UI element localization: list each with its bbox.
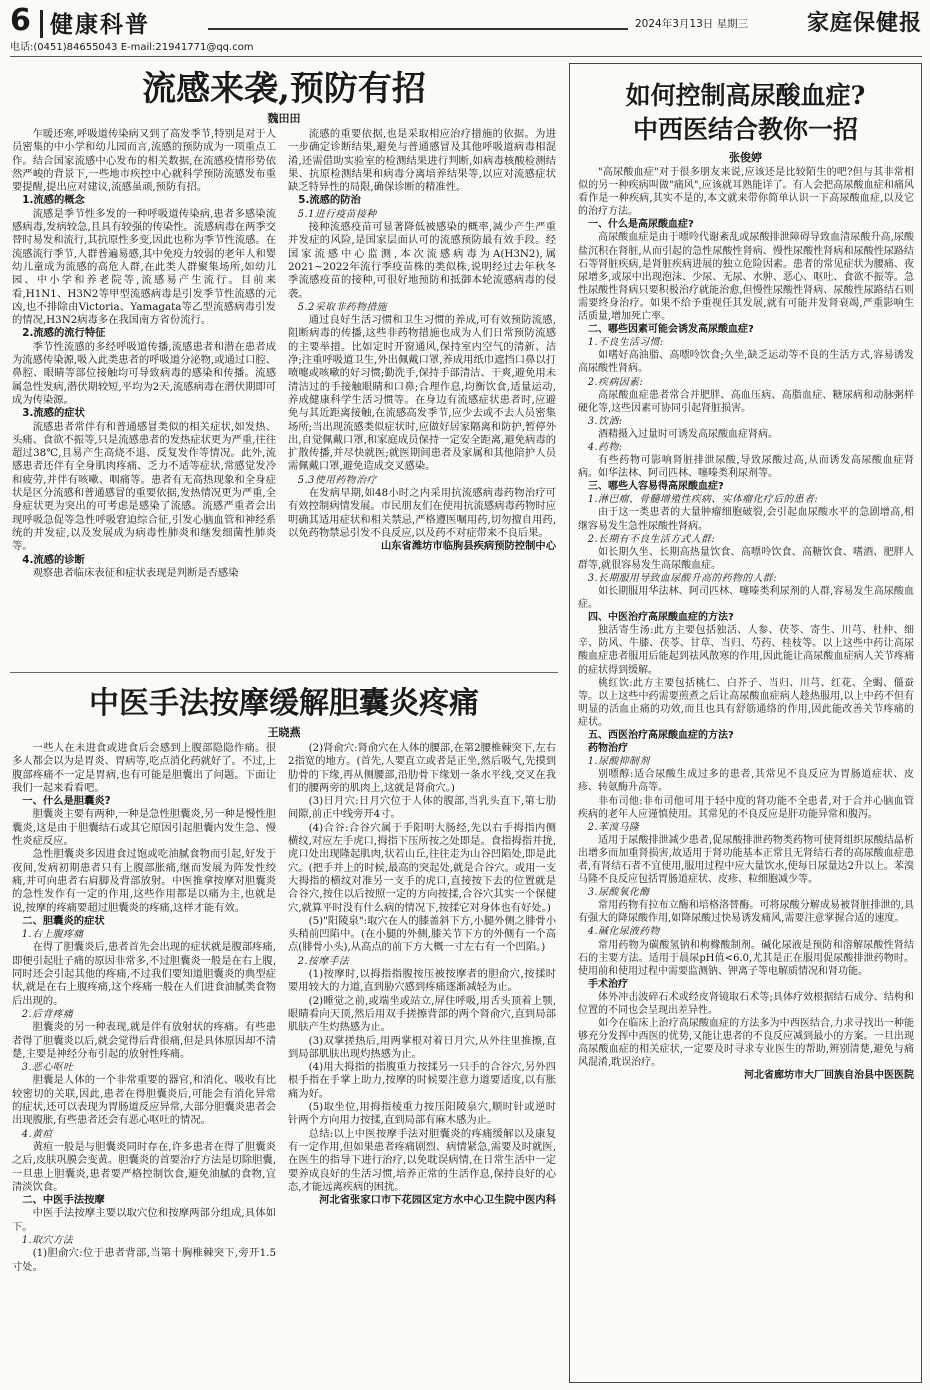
subheading: 3.流感的症状 — [22, 407, 85, 420]
article1-author: 魏田田 — [267, 112, 301, 125]
paragraph: 如长期久坐、长期高热量饮食、高嘌呤饮食、高糖饮食、嗜酒、肥胖人群等,就很容易发生高尿酸血症。 — [578, 546, 914, 571]
paragraph: 黄疸一般是与胆囊炎同时存在,许多患者在得了胆囊炎之后,皮肤巩膜会变黄。胆囊炎的首要治疗方法是切除胆囊,一旦患上胆囊炎,患者要严格控制饮食,避免油腻的食物,宜清淡饮食。 — [12, 1140, 276, 1193]
paragraph: 高尿酸血症患者常合并肥胖、高血压病、高脂血症、糖尿病和动脉粥样硬化等,这些因素可协同引起肾脏损害。 — [578, 389, 914, 414]
paragraph: 流感是季节性多发的一种呼吸道传染病,患者多感染流感病毒,发病较急,且具有较强的传染性。流感病毒在两季交替时易发和流行,其抗原性多变,因此也称为季节性流感。在流感流行季节,人群普遍易感,其中免疫力较弱的老年人和婴幼儿童成为流感的高危人群,在此类人群聚集场所,如幼儿园、中小学和养老院等,流感易产生流行。目前来看,H1N1、H3N2等甲型流感病毒是引发季节性流感的元凶,也不排除由Victoria、Yamagata等乙型流感病毒引发的情况,H3N2病毒多在我国南方省份流行。 — [12, 207, 276, 327]
paragraph: 适用于尿酸排泄减少患者,促尿酸排泄药物类药物可使肾组织尿酸结晶析出增多而加重肾损害,故适用于肾功能基本正常且无肾结石者的高尿酸血症患者,有肾结石者不宜使用,服用过程中应大量饮水,使每日尿量达2升以上。苯溴马隆不良反应包括胃肠道症状、皮疹、粒细胞减少等。 — [578, 834, 914, 886]
paragraph: (2)肾俞穴:肾俞穴在人体的腰部,在第2腰椎棘突下,左右2指宽的地方。(首先,人要直立或者是正坐,然后吸气,先摸到肋骨的下缘,再从侧腰部,沿肋骨下缘划一条水平线,交叉在我们的腰两旁的肌肉上,这就是肾俞穴。) — [288, 742, 556, 794]
minor-heading: 1.不良生活习惯: — [587, 337, 664, 349]
subheading: 五、西医治疗高尿酸血症的方法? — [588, 730, 734, 742]
minor-heading: 3.恶心呕吐 — [21, 1062, 74, 1074]
subheading: 二、中医手法按摩 — [22, 1194, 105, 1207]
minor-heading: 4.药物: — [587, 441, 623, 453]
subheading: 药物治疗 — [588, 743, 628, 755]
paragraph: 观察患者临床表征和症状表现是判断是否感染 — [32, 566, 239, 579]
minor-heading: 1.淋巴瘤、骨髓增殖性疾病、实体瘤化疗后的患者: — [587, 494, 819, 506]
paragraph: 一些人在未进食或进食后会感到上腹部隐隐作痛。很多人都会以为是胃炎、胃病等,吃点消化药就好了。不过,上腹部疼痛不一定是胃病,也有可能是胆囊出了问题。下面让我们一起来看看吧。 — [12, 742, 276, 794]
minor-heading: 2.苯溴马隆 — [587, 821, 640, 833]
paragraph: 乍暖还寒,呼吸道传染病又到了高发季节,特别是对于人员密集的中小学和幼儿园而言,流感的预防成为一项重点工作。结合国家流感中心发布的相关数据,在流感疫情形势依然严峻的背景下,一些地市疾控中心就科学预防流感发布重要提醒,提出应对建议,流感虽顽,预防有招。 — [12, 128, 276, 194]
subheading: 三、哪些人容易得高尿酸血症? — [588, 481, 724, 493]
paragraph: 如长期服用华法林、阿司匹林、噻嗪类利尿剂的人群,容易发生高尿酸血症。 — [578, 586, 914, 611]
article2-title: 中医手法按摩缓解胆囊炎疼痛 — [89, 686, 479, 721]
section-name: 健康科普 — [50, 11, 150, 38]
paragraph: 非布司他:非布司他可用于轻中度的肾功能不全患者,对于合并心脑血管疾病的老年人应谨慎使用。其常见的不良反应是肝功能异常和腹泻。 — [578, 795, 914, 820]
subheading: 二、哪些因素可能会诱发高尿酸血症? — [588, 324, 754, 336]
paragraph: (1)按摩时,以拇指指腹按压被按摩者的胆俞穴,按揉时要用较大的力道,直到胁穴感到疼痛逐渐减轻为止。 — [288, 968, 556, 994]
minor-heading: 2.后背疼痛 — [21, 1008, 74, 1020]
paragraph: 桃红饮:此方主要包括桃仁、白芥子、当归、川芎、红花、全蝎、僵蚕等。以上这些中药需要煎煮之后让高尿酸血症病人趁热服用,以上中药不但有明显的活血止痛的功效,而且也具有舒筋通络的作用,因此能改善关节疼痛的症状。 — [578, 677, 914, 728]
paragraph: 胆囊炎主要有两种,一种是急性胆囊炎,另一种是慢性胆囊炎,这是由于胆囊结石或其它原因引起胆囊内发生急、慢性炎症反应。 — [12, 808, 276, 848]
article3-body — [578, 166, 914, 1376]
paragraph: 胆囊是人体的一个非常重要的器官,和消化、吸收有比较密切的关联,因此,患者在得胆囊炎后,可能会有消化异常的症状,还可以表现为胃肠道反应异常,大部分胆囊炎患者会出现腹胀,有些患者还会有恶心呕吐的情况。 — [12, 1074, 276, 1127]
article2-author: 王晓燕 — [267, 726, 301, 739]
subheading: 2.流感的流行特征 — [22, 327, 106, 340]
subheading: 5.流感的防治 — [298, 194, 361, 207]
paragraph: (2)睡觉之前,或端坐或站立,屏住呼吸,用舌头顶着上颚,眼睛看向天顶,然后用双手搓擦背部的两个肾俞穴,直到局部肌肤产生灼热感为止。 — [288, 994, 556, 1034]
header-divider — [40, 10, 43, 38]
paragraph: (4)用大拇指的指腹重力按揉另一只手的合谷穴,另外四根手指在手掌上助力,按摩的时候要注意力道要适度,以有胀痛为好。 — [288, 1061, 556, 1100]
minor-heading: 3.尿酸氧化酶 — [587, 887, 650, 899]
minor-heading: 2.长期有不良生活方式人群: — [587, 533, 716, 545]
paragraph: 通过良好生活习惯和卫生习惯的养成,可有效预防流感,阻断病毒的传播,这些非药物措施也成为人们日常预防流感的主要举措。比如定时开窗通风,保持室内空气的清新、洁净;注重呼吸道卫生,外出佩戴口罩,养成用纸巾遮挡口鼻以打喷嚏或咳嗽的好习惯;勤洗手,保持手部清洁、干爽,避免用未清洁过的手接触眼睛和口鼻;合理作息,均衡饮食,适量运动,养成健康科学生活习惯等。在身边有流感症状患者时,应避免与其近距离接触,在流感高发季节,应少去或不去人员密集场所;当出现流感类似症状时,应做好居家隔离和防护,暂停外出,自觉佩戴口罩,和家庭成员保持一定安全距离,避免病毒的扩散传播,并尽快就医;就医期间患者及家属和其他陪护人员需佩戴口罩,避免造成交叉感染。 — [288, 314, 556, 473]
paragraph: 常用药物为碳酸氢钠和枸橼酸制剂。碱化尿液是预防和溶解尿酸性肾结石的主要方法。适用于晨尿pH值<6.0,尤其是正在服用促尿酸排泄药物时。使用前和使用过程中需要监测钠、钾离子等电解质情况和肾功能。 — [578, 939, 914, 977]
minor-heading: 1.右上腹疼痛 — [21, 929, 84, 941]
minor-heading: 1.取穴方法 — [21, 1234, 74, 1246]
article3-title-line2: 中西医结合教你一招 — [632, 115, 858, 144]
paragraph: "高尿酸血症"对于很多朋友来说,应该还是比较陌生的吧?但与其非常相似的另一种疾病叫做"痛风",应该就耳熟能详了。有人会把高尿酸血症和痛风看作是一种疾病,其实不是的,本文就来带你简单认识一下高尿酸血症,以及它的治疗方法。 — [578, 167, 914, 218]
contact-info: 电话:(0451)84655043 E-mail:21941771@qq.com — [10, 42, 254, 53]
paragraph: 接种流感疫苗可显著降低被感染的概率,减少产生严重并发症的风险,是国家层面认可的流感预防最有效手段。经国家流感中心监测,本次流感病毒为A(H3N2),属2021~2022年流行季疫苗株的类似株,说明经过去年秋冬季流感疫苗的接种,可很好地预防和抵御本轮流感病毒的侵袭。 — [288, 221, 556, 300]
paragraph: 有些药物可影响肾脏排泄尿酸,导致尿酸过高,从而诱发高尿酸血症肾病。如华法林、阿司匹林、噻嗪类利尿剂等。 — [578, 455, 914, 480]
page-header — [10, 3, 922, 40]
paragraph: (4)合谷:合谷穴属于手阳明大肠经,先以右手拇指内侧横纹,对应左手虎口,拇指下压所按之处即是。食指拇指并拢,虎口处出现隆起肌肉,状若山丘,往往走为山谷凹陷处,即是此穴。(把手并上的时候,最高的突起处,就是合谷穴。或用一支大拇指的横纹对准另一支手的虎口,直接按下去的位置就是合谷穴,按住以后按照一定的方向按揉,合谷穴其实一个保健穴,就算平时没有什么病的情况下,按揉它对身体也有好处。) — [288, 821, 556, 914]
article1-column-1 — [12, 128, 276, 666]
subheading: 一、什么是胆囊炎? — [22, 795, 111, 808]
subheading: 一、什么是高尿酸血症? — [588, 219, 694, 231]
paragraph: 流感的重要依据,也是采取相应治疗措施的依据。为进一步确定诊断结果,避免与普通感冒及其他呼吸道病毒相混淆,还需借助实验室的检测结果进行判断,如病毒核酸检测结果、抗原检测结果和病毒分离培养结果等,以应对流感症状缺乏特异性的局限,确保诊断的精准性。 — [288, 128, 556, 194]
minor-heading: 5.1进行疫苗接种 — [297, 208, 377, 220]
minor-heading: 2.疾病因素: — [587, 376, 644, 388]
article1-title: 流感来袭,预防有招 — [142, 69, 426, 109]
source-credit: 河北省张家口市下花园区定方水中心卫生院中医内科 — [319, 1194, 556, 1207]
paragraph: (3)双掌搓热后,用两掌根对着日月穴,从外往里推擦,直到局部肌肤出现灼热感为止。 — [288, 1034, 556, 1060]
minor-heading: 1.尿酸抑制剂 — [587, 756, 650, 768]
article2-column-2 — [288, 742, 556, 1382]
paragraph: 中医手法按摩主要以取穴位和按摩两部分组成,具体如下。 — [12, 1207, 276, 1233]
paragraph: 别嘌醇:适合尿酸生成过多的患者,其常见不良反应为胃肠道症状、皮疹、转氨酶升高等。 — [578, 769, 914, 794]
paragraph: (3)日月穴:日月穴位于人体的腹部,当乳头直下,第七肋间隙,前正中线旁开4寸。 — [288, 795, 556, 821]
subheading: 4.流感的诊断 — [22, 553, 85, 566]
paragraph: 高尿酸血症是由于嘌呤代谢紊乱或尿酸排泄障碍导致血清尿酸升高,尿酸盐沉积在肾脏,从而引起的急性尿酸性肾病、慢性尿酸性肾病和尿酸性尿路结石等肾脏疾病,是肾脏疾病进展的独立危险因素。患者的常见症状为腰痛、夜尿增多,或尿中出现泡沫、少尿、无尿、水肿、恶心、呕吐、食欲不振等。急性尿酸性肾病只要积极治疗就能治愈,但慢性尿酸性肾病、尿酸性尿路结石则需要终身治疗。如果不给予重视任其发展,就有可能并发肾衰竭,严重影响生活质量,增加死亡率。 — [578, 232, 914, 323]
issue-date: 2024年3月13日 星期三 — [635, 18, 749, 30]
paragraph: 如嗜好高油脂、高嘌呤饮食;久坐,缺乏运动等不良的生活方式,容易诱发高尿酸性肾病。 — [578, 350, 914, 375]
header-rule — [208, 28, 628, 30]
subheading: 1.流感的概念 — [22, 194, 85, 207]
paper-name: 家庭保健报 — [806, 10, 922, 36]
minor-heading: 5.3使用药物治疗 — [297, 474, 377, 486]
paragraph: 胆囊炎的另一种表现,就是伴有放射状的疼痛。有些患者得了胆囊炎以后,就会觉得后背很痛,但是具体原因却不清楚,主要是神经分布引起的放射性疼痛。 — [12, 1021, 276, 1060]
paragraph: 酒精摄入过量时可诱发高尿酸血症肾病。 — [598, 428, 778, 440]
paragraph: 如今在临床上治疗高尿酸血症的方法多为中西医结合,力求寻找出一种能够充分发挥中西医的优势,又能让患者的不良反应减到最小的方案。一旦出现高尿酸血症的相关症状,一定要及时寻求专业医生的帮助,辨别清楚,避免与痛风混淆,耽误治疗。 — [578, 1018, 914, 1069]
subheading: 手术治疗 — [588, 978, 628, 990]
article3-title-line1: 如何控制高尿酸血症? — [625, 81, 866, 110]
minor-heading: 2.按摩手法 — [297, 955, 350, 967]
paragraph: 在发病早期,如48小时之内采用抗流感病毒药物治疗可有效控制病情发展。市民朋友们在使用抗流感病毒药物时应明确其适用症状和相关禁忌,严格遵医嘱用药,切勿擅自用药,以免药物禁忌引发不良反应,以及药不对症带来不良后果。 — [288, 487, 556, 539]
subheading: 四、中医治疗高尿酸血症的方法? — [588, 612, 734, 624]
minor-heading: 3.长期服用导致血尿酸升高的药物的人群: — [587, 572, 777, 584]
paragraph: 体外冲击波碎石术或经皮肾镜取石术等;具体疗效根据结石成分、结构和位置的不同也会呈现出差异性。 — [578, 991, 914, 1016]
paragraph: (5)取坐位,用拇指棱重力按压阳陵泉穴,顺时针或逆时针两个方向用力按揉,直到局部有麻木感为止。 — [288, 1101, 556, 1127]
subheading: 二、胆囊炎的症状 — [22, 914, 105, 927]
source-credit: 山东省潍坊市临朐县疾病预防控制中心 — [380, 540, 556, 553]
article2-column-1 — [12, 742, 276, 1382]
minor-heading: 3.饮酒: — [587, 415, 623, 427]
paragraph: (1)胆俞穴:位于患者背部,当第十胸椎棘突下,旁开1.5寸处。 — [12, 1247, 276, 1273]
source-credit: 河北省廊坊市大厂回族自治县中医医院 — [744, 1070, 914, 1082]
minor-heading: 4.碱化尿液药物 — [587, 926, 660, 938]
paragraph: 独活寄生汤:此方主要包括独活、人参、茯苓、寄生、川芎、杜仲、细辛、防风、牛膝、茯苓、甘草、当归、芍药、桂枝等。以上这些中药让高尿酸血症患者服用后能起到祛风散寒的作用,因此能让高尿酸血症病人关节疼痛的症状得到缓解。 — [578, 625, 914, 676]
paragraph: 在得了胆囊炎后,患者首先会出现的症状就是腹部疼痛,即便引起肚子痛的原因非常多,不过胆囊炎一般是在右上腹,同时还会引起其他的疼痛,不过我们要知道胆囊炎的典型症状,就是在右上腹疼痛,这个疼痛一般在人们进食油腻类食物后出现的。 — [12, 941, 276, 1007]
article1-column-2 — [288, 128, 556, 666]
paragraph: (5)"阳陵泉":取穴在人的膝盖斜下方,小腿外侧之腓骨小头稍前凹陷中。(在小腿的外侧,膝关节下方的外侧有一个高点(腓骨小头),从高点的前下方大概一寸左右有一个凹陷。) — [288, 914, 556, 954]
article3-author: 张俊婷 — [729, 151, 762, 164]
paragraph: 急性胆囊炎多因进食过饱或吃油腻食物而引起,好发于夜间,发病初期患者只有上腹部胀痛,继而发展为阵发性绞痛,并可向患者右肩脚及背部放射。中医推拿按摩对胆囊炎的急性发作有一定的作用,这些作用都是以痛为主,也就是说,按摩的疼痛要超过胆囊炎的疼痛,这样才能有效。 — [12, 848, 276, 914]
paragraph: 总结:以上中医按摩手法对胆囊炎的疼痛缓解以及康复有一定作用,但如果患者疼痛剧烈、病情紧急,需要及时就医,在医生的指导下进行治疗,以免耽误病情,在日常生活中一定要养成良好的生活习惯,培养正常的生活作息,保持良好的心态,才能远离疾病的困扰。 — [288, 1127, 556, 1193]
paragraph: 由于这一类患者的大量肿瘤细胞破裂,会引起血尿酸水平的急剧增高,相继容易发生急性尿酸性肾病。 — [578, 507, 914, 532]
top-rule — [10, 56, 922, 57]
minor-heading: 4.黄疸 — [21, 1128, 53, 1140]
paragraph: 常用药物有拉布立酶和培格洛替酶。可将尿酸分解成易被肾脏排泄的,具有强大的降尿酸作用,如降尿酸过快易诱发痛风,需要注意掌握合适的速度。 — [578, 900, 914, 925]
article-separator — [10, 672, 558, 673]
paragraph: 季节性流感的多经呼吸道传播,流感患者和潜在患者成为流感传染源,吸入此类患者的呼吸道分泌物,或通过口腔、鼻腔、眼睛等部位接触均可导致病毒的感染和传播。流感属急性发病,潜伏期较短,平均为2天,流感病毒在潜伏期即可成为传染源。 — [12, 340, 276, 406]
minor-heading: 5.2采取非药物措施 — [297, 301, 387, 313]
paragraph: 流感患者常伴有和普通感冒类似的相关症状,如发热、头痛、食欲不振等,只是流感患者的发热症状更为严重,往往超过38℃,且易产生高烧不退、反复发作等情况。此外,流感患者还伴有全身肌肉疼痛、乏力不适等症状,常感觉发冷和疲劳,并伴有咳嗽、咽痛等。患者有无高热现象和全身症状是区分流感和普通感冒的重要依据,发热情况更为严重,全身症状更为突出的可考虑是感染了流感。流感严重者会出现呼吸急促等急性呼吸窘迫综合征,引发心脑血管和神经系统的并发症,以及发展成为病毒性肺炎和继发细菌性肺炎等。 — [12, 420, 276, 553]
page-number: 6 — [10, 3, 31, 38]
